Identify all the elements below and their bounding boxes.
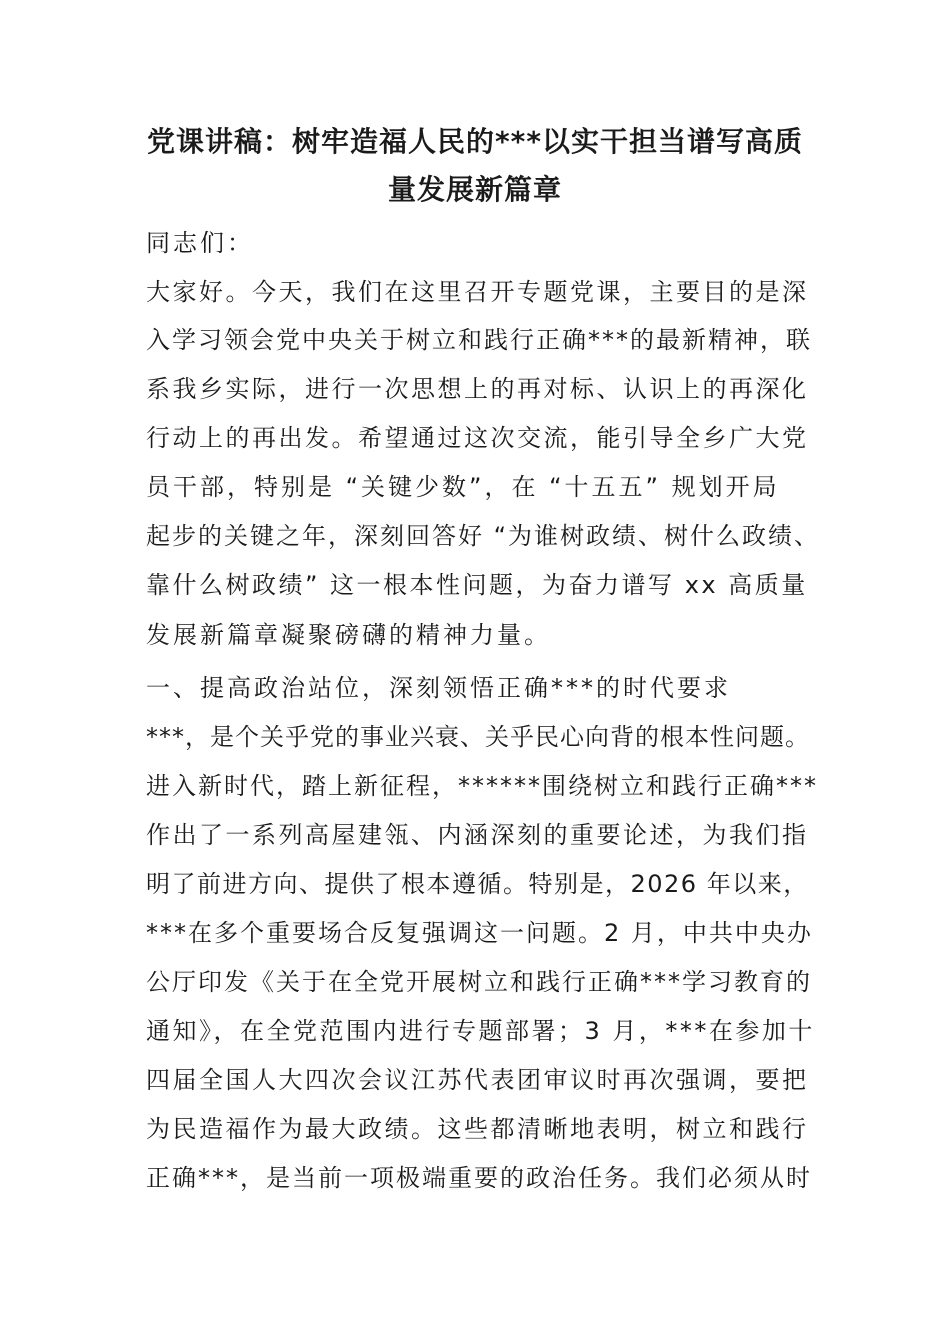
body-line: 正确***，是当前一项极端重要的政治任务。我们必须从时	[146, 1164, 812, 1192]
body-line: 行动上的再出发。希望通过这次交流，能引导全乡广大党	[146, 424, 809, 452]
body-line: ***在多个重要场合反复强调这一问题。2 月，中共中央办	[146, 919, 813, 947]
body-line: ***，是个关乎党的事业兴衰、关乎民心向背的根本性问题。	[146, 723, 810, 751]
body-line: 起步的关键之年，深刻回答好 “为谁树政绩、树什么政绩、	[146, 522, 821, 550]
salutation: 同志们：	[146, 229, 254, 257]
body-line: 公厅印发《关于在全党开展树立和践行正确***学习教育的	[146, 968, 812, 996]
body-line: 大家好。今天，我们在这里召开专题党课，主要目的是深	[146, 278, 809, 306]
body-line: 靠什么树政绩” 这一根本性问题，为奋力谱写 xx 高质量	[146, 571, 808, 599]
body-line: 为民造福作为最大政绩。这些都清晰地表明，树立和践行	[146, 1115, 809, 1143]
document-title-line-1: 党课讲稿：树牢造福人民的***以实干担当谱写高质	[147, 125, 803, 158]
body-line: 进入新时代，踏上新征程，******围绕树立和践行正确***	[146, 772, 818, 800]
body-line: 明了前进方向、提供了根本遵循。特别是，2026 年以来，	[146, 870, 809, 898]
section-heading: 一、提高政治站位，深刻领悟正确***的时代要求	[146, 674, 731, 702]
body-line: 四届全国人大四次会议江苏代表团审议时再次强调，要把	[146, 1066, 809, 1094]
body-line: 入学习领会党中央关于树立和践行正确***的最新精神，联	[146, 326, 812, 354]
body-line: 系我乡实际，进行一次思想上的再对标、认识上的再深化	[146, 375, 809, 403]
body-line: 作出了一系列高屋建瓴、内涵深刻的重要论述，为我们指	[146, 821, 809, 849]
body-line: 发展新篇章凝聚磅礴的精神力量。	[146, 621, 551, 649]
body-line: 通知》，在全党范围内进行专题部署；3 月，***在参加十	[146, 1017, 815, 1045]
document-title-line-2: 量发展新篇章	[387, 173, 562, 206]
body-line: 员干部，特别是 “关键少数”，在 “十五五” 规划开局	[146, 473, 780, 501]
